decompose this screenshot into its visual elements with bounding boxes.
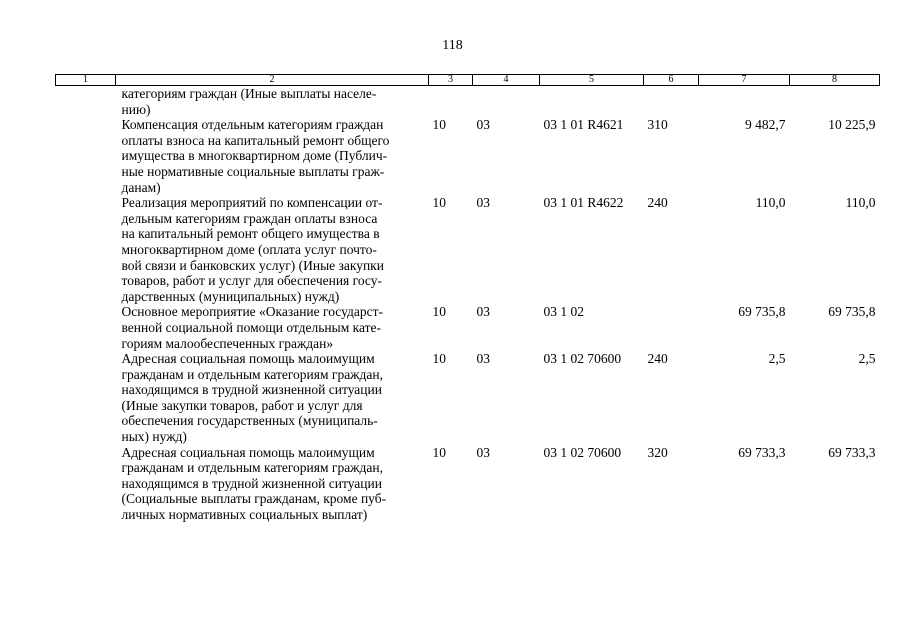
item-name-cell: Адресная социальная помощь малоимущим гражданам и отдельным категориям граждан, находящимся в трудной жизненной ситуации (Иные закупки товаров, работ и услуг для обеспечения государственных (муниципаль- ных) нужд) bbox=[121, 351, 383, 445]
amount-year1-cell: 9 482,7 bbox=[745, 117, 786, 133]
amount-year2-cell: 10 225,9 bbox=[828, 117, 876, 133]
amount-year2-cell: 2,5 bbox=[858, 351, 876, 367]
header-col-5: 5 bbox=[540, 75, 644, 86]
item-name-cell: Адресная социальная помощь малоимущим гражданам и отдельным категориям граждан, находящимся в трудной жизненной ситуации (Социальные выплаты гражданам, кроме пуб- личных нормативных социальных выплат) bbox=[121, 444, 387, 523]
subsection-cell: 03 bbox=[476, 117, 490, 133]
table-row bbox=[56, 445, 880, 523]
page-number: 118 bbox=[442, 38, 463, 53]
expense-type-cell: 240 bbox=[647, 195, 668, 211]
target-article-cell: 03 1 02 70600 bbox=[543, 444, 622, 460]
header-col-3: 3 bbox=[429, 75, 473, 86]
target-article-cell: 03 1 01 R4621 bbox=[543, 117, 624, 133]
row-number-cell bbox=[56, 304, 116, 351]
target-article-cell: 03 1 01 R4622 bbox=[543, 195, 624, 211]
item-name-cell: категориям граждан (Иные выплаты населе- нию) bbox=[121, 86, 377, 117]
row-number-cell bbox=[56, 86, 116, 118]
expense-type-cell: 320 bbox=[647, 444, 668, 460]
amount-year1-cell: 69 735,8 bbox=[738, 304, 786, 320]
header-col-2: 2 bbox=[116, 75, 429, 86]
amount-year1-cell bbox=[699, 86, 790, 118]
table-row bbox=[56, 86, 880, 118]
table-row bbox=[56, 351, 880, 445]
amount-year2-cell: 110,0 bbox=[845, 195, 876, 211]
expense-type-cell: 240 bbox=[647, 351, 668, 367]
table-body bbox=[56, 86, 880, 523]
subsection-cell: 03 bbox=[476, 304, 490, 320]
header-col-7: 7 bbox=[699, 75, 790, 86]
amount-year2-cell bbox=[790, 86, 880, 118]
section-cell bbox=[429, 86, 473, 118]
row-number-cell bbox=[56, 117, 116, 195]
subsection-cell bbox=[473, 86, 540, 118]
section-cell: 10 bbox=[432, 117, 446, 133]
budget-table bbox=[55, 74, 880, 523]
header-col-6: 6 bbox=[644, 75, 699, 86]
section-cell: 10 bbox=[432, 195, 446, 211]
expense-type-cell bbox=[644, 304, 699, 351]
subsection-cell: 03 bbox=[476, 444, 490, 460]
row-number-cell bbox=[56, 445, 116, 523]
item-name-cell: Основное мероприятие «Оказание государст- венной социальной помощи отдельным кате- гориям малообеспеченных граждан» bbox=[121, 304, 384, 351]
header-row bbox=[56, 75, 880, 86]
table-row bbox=[56, 195, 880, 304]
item-name-cell: Реализация мероприятий по компенсации от- дельным категориям граждан оплаты взноса на капитальный ремонт общего имущества в многоквартирном доме (оплата услуг почто- вой связи и банковских услуг) (Иные закупки товаров, работ и услуг для обеспечения госу- дарственных (муниципальных) нужд) bbox=[121, 195, 384, 304]
row-number-cell bbox=[56, 195, 116, 304]
table-row bbox=[56, 117, 880, 195]
item-name-cell: Компенсация отдельным категориям граждан оплаты взноса на капитальный ремонт общего имущества в многоквартирном доме (Публич- ные нормативные социальные выплаты граж- данам) bbox=[121, 117, 390, 195]
amount-year2-cell: 69 735,8 bbox=[828, 304, 876, 320]
header-col-4: 4 bbox=[473, 75, 540, 86]
subsection-cell: 03 bbox=[476, 195, 490, 211]
amount-year1-cell: 110,0 bbox=[755, 195, 786, 211]
header-col-8: 8 bbox=[790, 75, 880, 86]
subsection-cell: 03 bbox=[476, 351, 490, 367]
row-number-cell bbox=[56, 351, 116, 445]
target-article-cell: 03 1 02 70600 bbox=[543, 351, 622, 367]
table-row bbox=[56, 304, 880, 351]
target-article-cell: 03 1 02 bbox=[543, 304, 584, 320]
header-col-1: 1 bbox=[56, 75, 116, 86]
expense-type-cell: 310 bbox=[647, 117, 668, 133]
section-cell: 10 bbox=[432, 351, 446, 367]
section-cell: 10 bbox=[432, 444, 446, 460]
target-article-cell bbox=[540, 86, 644, 118]
table-header bbox=[56, 75, 880, 86]
amount-year2-cell: 69 733,3 bbox=[828, 444, 876, 460]
section-cell: 10 bbox=[432, 304, 446, 320]
amount-year1-cell: 69 733,3 bbox=[738, 444, 786, 460]
expense-type-cell bbox=[644, 86, 699, 118]
amount-year1-cell: 2,5 bbox=[768, 351, 786, 367]
